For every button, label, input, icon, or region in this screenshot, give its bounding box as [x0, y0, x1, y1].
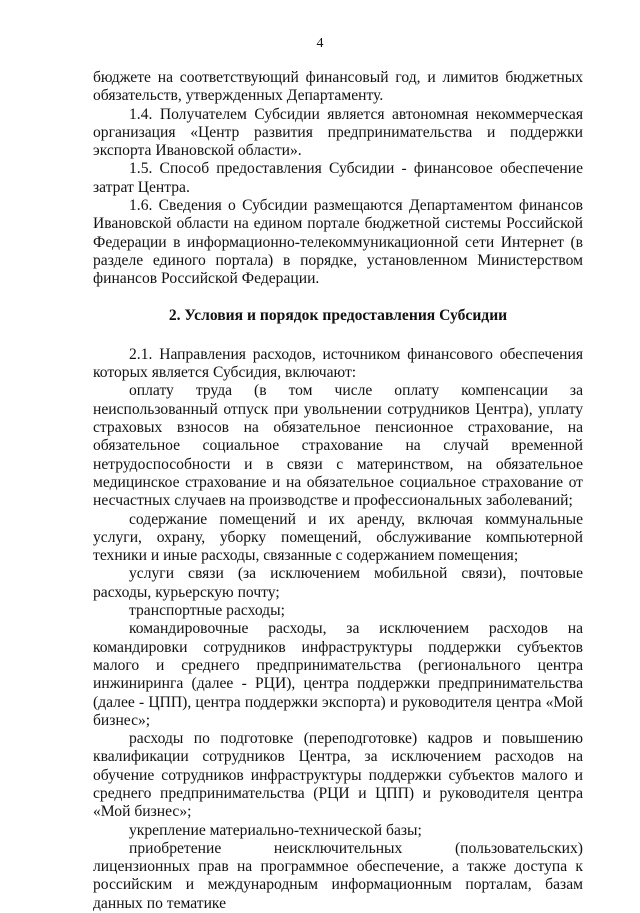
list-item-premises: содержание помещений и их аренду, включая коммунальные услуги, охрану, уборку помещений, обслуживание компьютерной техники и иные расходы, связанные с содержанием помещения;	[93, 510, 583, 565]
paragraph-1-6: 1.6. Сведения о Субсидии размещаются Департаментом финансов Ивановской области на едином портале бюджетной системы Российской Федерации в информационно-телекоммуникационной сети Интернет (в разделе единого портала) в порядке, установленном Министерством финансов Российской Федерации.	[93, 197, 583, 288]
document-body	[93, 69, 583, 913]
paragraph-1-5: 1.5. Способ предоставления Субсидии - финансовое обеспечение затрат Центра.	[93, 160, 583, 196]
list-item-travel: командировочные расходы, за исключением расходов на командировки сотрудников инфраструктуры поддержки субъектов малого и среднего предпринимательства (регионального центра инжиниринга (далее - РЦИ), центра поддержки предпринимательства (далее - ЦПП), центра поддержки экспорта) и руководителя центра «Мой бизнес»;	[93, 620, 583, 729]
list-item-licenses: приобретение неисключительных (пользовательских) лицензионных прав на программное обеспечение, а также доступа к российским и международным информационным порталам, базам данных по тематике	[93, 839, 583, 912]
paragraph-1-4: 1.4. Получателем Субсидии является автономная некоммерческая организация «Центр развития предпринимательства и поддержки экспорта Ивановской области».	[93, 105, 583, 160]
list-item-training: расходы по подготовке (переподготовке) кадров и повышению квалификации сотрудников Центра, за исключением расходов на обучение сотрудников инфраструктуры поддержки субъектов малого и среднего предпринимательства (РЦИ и ЦПП) и руководителя центра «Мой бизнес»;	[93, 730, 583, 821]
section-heading: 2. Условия и порядок предоставления Субсидии	[168, 306, 508, 324]
paragraph-2-1: 2.1. Направления расходов, источником финансового обеспечения которых является Субсидия, включают:	[93, 345, 583, 382]
page-number: 4	[316, 36, 324, 51]
list-item-material-base: укрепление материально-технической базы;	[129, 821, 422, 839]
list-item-labor: оплату труда (в том числе оплату компенсации за неиспользованный отпуск при увольнении сотрудников Центра), уплату страховых взносов на обязательное пенсионное страхование, на обязательное социальное страхование на случай временной нетрудоспособности и в связи с материнством, на обязательное медицинское страхование и на обязательное социальное страхование от несчастных случаев на производстве и профессиональных заболеваний;	[93, 382, 583, 510]
paragraph-continuation: бюджете на соответствующий финансовый год, и лимитов бюджетных обязательств, утвержденных Департаменту.	[93, 69, 583, 105]
list-item-communications: услуги связи (за исключением мобильной связи), почтовые расходы, курьерскую почту;	[93, 565, 583, 601]
list-item-transport: транспортные расходы;	[129, 602, 285, 620]
